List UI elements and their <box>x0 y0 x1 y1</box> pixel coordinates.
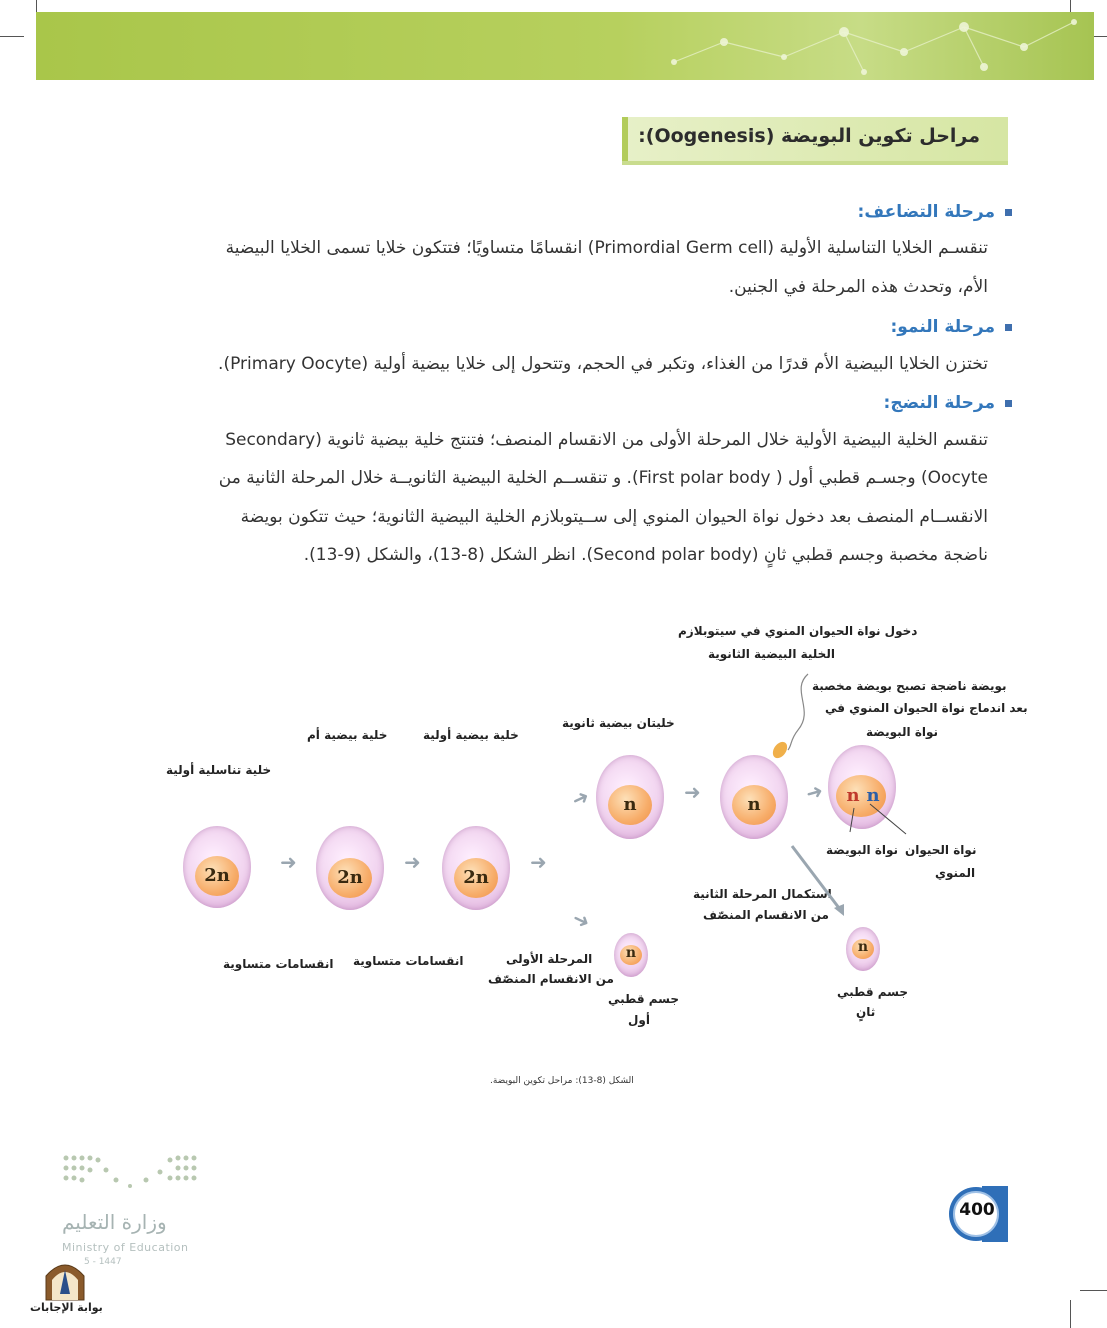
label-egg-nucleus: نواة البويضة <box>826 843 899 857</box>
label-sperm-nucleus: المنوي <box>935 866 976 880</box>
ploidy-label: 2n <box>204 865 230 886</box>
label-zygote: بعد اندماج نواة الحيوان المنوي في <box>825 701 1028 715</box>
label-first-polar-body: جسم قطبي <box>608 992 680 1006</box>
label-meiosis-i: المرحلة الأولى <box>506 952 593 966</box>
oogonium-cell <box>316 826 384 910</box>
molecule-decoration <box>634 12 1094 80</box>
label-sperm-nucleus: نواة الحيوان <box>905 843 977 857</box>
ploidy-label: n <box>857 939 869 955</box>
bullet-icon <box>1005 400 1012 407</box>
label-first-polar-body: أول <box>628 1013 650 1027</box>
pointer-lines <box>846 800 916 840</box>
ministry-name-english: Ministry of Education <box>62 1241 189 1254</box>
primary-oocyte-cell <box>442 826 510 910</box>
label-mitosis: انقسامات متساوية <box>223 957 334 971</box>
label-primary-oocyte: خلية بيضية أولية <box>423 728 519 742</box>
ploidy-label: 2n <box>337 867 363 888</box>
first-polar-body <box>614 933 648 977</box>
label-mitosis: انقسامات متساوية <box>353 954 464 968</box>
paragraph-line: الانقســام المنصف بعد دخول نواة الحيوان المنوي إلى ســيتوبلازم الخلية البيضية الثانوية؛ حيث تتكون بويضة <box>240 507 988 527</box>
arrow-icon: ➜ <box>568 905 595 935</box>
label-meiosis-ii: من الانقسام المنصّف <box>703 908 829 922</box>
fertilized-secondary-oocyte-cell <box>720 755 788 839</box>
paragraph-line: ناضجة مخصبة وجسم قطبي ثانٍ (Second polar body). انظر الشكل (8-13)، والشكل (9-13). <box>303 545 988 565</box>
section-title-box <box>622 117 1008 165</box>
crop-mark <box>1070 0 1071 12</box>
egg-ploidy-label: n <box>846 785 860 806</box>
edition-year: 5 - 1447 <box>84 1257 122 1267</box>
crop-mark <box>36 0 37 12</box>
label-second-polar-body: جسم قطبي <box>837 985 909 999</box>
bullet-icon <box>1005 324 1012 331</box>
bullet-icon <box>1005 209 1012 216</box>
label-meiosis-ii: استكمال المرحلة الثانية <box>693 887 832 901</box>
paragraph-line: تختزن الخلايا البيضية الأم قدرًا من الغذاء، وتكبر في الحجم، وتتحول إلى خلايا بيضية أولية (Primary Oocyte). <box>218 354 988 374</box>
crop-mark <box>1080 1290 1107 1291</box>
heading-growth: مرحلة النمو: <box>890 317 1012 337</box>
arrow-icon: ➜ <box>803 778 826 806</box>
label-secondary-oocyte: خليتان بيضية ثانوية <box>562 716 675 730</box>
label-oogonium: خلية بيضية أم <box>307 728 388 742</box>
label-zygote: بويضة ناضجة تصبح بويضة مخصبة <box>812 679 1007 693</box>
arrow-icon: ➜ <box>567 783 594 813</box>
heading-multiplication: مرحلة التضاعف: <box>858 202 1012 222</box>
label-sperm-entry: الخلية البيضية الثانوية <box>708 647 835 661</box>
ploidy-label: n <box>623 794 637 815</box>
title-accent-bar <box>622 117 628 161</box>
label-second-polar-body: ثانٍ <box>856 1005 876 1019</box>
ploidy-label: 2n <box>463 867 489 888</box>
arrow-icon <box>788 842 850 922</box>
figure-caption: الشكل (8-13): مراحل تكوين البويضة. <box>490 1076 634 1086</box>
arrow-icon: ➜ <box>684 780 701 804</box>
secondary-oocyte-cell <box>596 755 664 839</box>
ploidy-label: n <box>747 794 761 815</box>
primordial-germ-cell <box>183 826 251 908</box>
paragraph-line: تنقسـم الخلايا التناسلية الأولية (Primordial Germ cell) انقسامًا متساويًا؛ فتتكون خلايا تسمى الخلايا البيضية <box>225 238 988 258</box>
label-primordial-germ-cell: خلية تناسلية أولية <box>166 763 272 777</box>
sperm-ploidy-label: n <box>866 785 880 806</box>
header-band <box>36 12 1094 80</box>
arrow-icon: ➜ <box>280 850 297 874</box>
ministry-name-arabic: وزارة التعليم <box>62 1210 167 1234</box>
paragraph-line: Oocyte) وجسـم قطبي أول ( First polar body). و تنقســم الخلية البيضية الثانويــة خلال المرحلة الثانية من <box>218 468 988 488</box>
label-sperm-entry: دخول نواة الحيوان المنوي في سيتوبلازم <box>678 624 918 638</box>
crop-mark <box>0 36 24 37</box>
arrow-icon: ➜ <box>530 850 547 874</box>
label-zygote: نواة البويضة <box>866 725 939 739</box>
crop-mark <box>1070 1300 1071 1328</box>
label-meiosis-i: من الانقسام المنصّف <box>488 972 614 986</box>
site-logo-icon <box>42 1258 88 1302</box>
paragraph-line: الأم، وتحدث هذه المرحلة في الجنين. <box>728 277 988 297</box>
second-polar-body <box>846 927 880 971</box>
page-number: 400 <box>959 1200 995 1220</box>
ploidy-label: n <box>625 945 637 961</box>
sperm-icon <box>760 670 820 765</box>
paragraph-line: تنقسم الخلية البيضية الأولية خلال المرحلة الأولى من الانقسام المنصف؛ فتنتج خلية بيضية ثانوية (Secondary <box>225 430 988 450</box>
arrow-icon: ➜ <box>404 850 421 874</box>
section-title: مراحل تكوين البويضة (Oogenesis): <box>638 125 980 147</box>
ministry-logo-icon <box>60 1150 200 1196</box>
heading-maturation: مرحلة النضج: <box>884 393 1012 413</box>
site-name: بوابة الإجابات <box>30 1301 103 1314</box>
